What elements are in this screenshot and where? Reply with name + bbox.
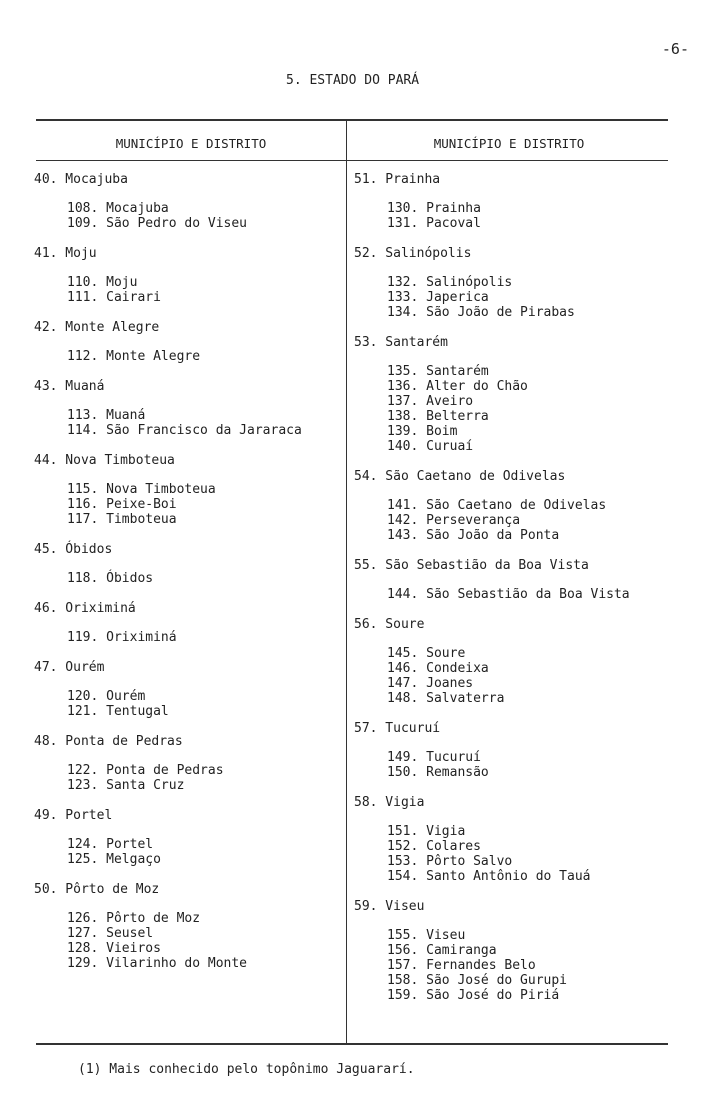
header-bottom-rule-left	[36, 160, 346, 161]
distrito-item: 131. Pacoval	[387, 216, 481, 231]
municipio-name: 45. Óbidos	[34, 542, 113, 557]
distrito-item: 157. Fernandes Belo	[387, 958, 536, 973]
header-left: MUNICÍPIO E DISTRITO	[115, 136, 267, 151]
table-top-rule	[36, 119, 668, 121]
distrito-item: 158. São José do Gurupi	[387, 973, 568, 988]
distrito-item: 150. Remansão	[387, 765, 489, 780]
distrito-item: 123. Santa Cruz	[67, 778, 185, 793]
municipio-name: 43. Muaná	[34, 379, 105, 394]
distrito-list	[34, 571, 339, 586]
distrito-list	[354, 275, 684, 320]
table-bottom-rule	[36, 1043, 668, 1045]
page-title: 5. ESTADO DO PARÁ	[286, 73, 420, 88]
distrito-list	[34, 689, 339, 719]
distrito-item: 143. São João da Ponta	[387, 528, 560, 543]
distrito-item: 139. Boim	[387, 424, 458, 439]
municipio-name: 50. Pôrto de Moz	[34, 882, 160, 897]
distrito-item: 128. Vieiros	[67, 941, 161, 956]
municipio-name: 56. Soure	[354, 617, 425, 632]
distrito-item: 115. Nova Timboteua	[67, 482, 216, 497]
municipio-group	[34, 172, 339, 231]
distrito-list	[34, 911, 339, 971]
distrito-list	[34, 763, 339, 793]
distrito-item: 122. Ponta de Pedras	[67, 763, 224, 778]
municipio-group	[34, 379, 339, 438]
municipio-group	[354, 558, 684, 602]
municipio-name: 54. São Caetano de Odivelas	[354, 469, 566, 484]
distrito-list	[354, 364, 684, 454]
distrito-item: 147. Joanes	[387, 676, 474, 691]
distrito-item: 159. São José do Piriá	[387, 988, 560, 1003]
municipio-name: 49. Portel	[34, 808, 113, 823]
municipio-group	[34, 453, 339, 527]
distrito-list	[354, 201, 684, 231]
municipio-name: 59. Viseu	[354, 899, 425, 914]
distrito-item: 134. São João de Pirabas	[387, 305, 575, 320]
distrito-item: 152. Colares	[387, 839, 481, 854]
distrito-item: 129. Vilarinho do Monte	[67, 956, 248, 971]
municipio-name: 44. Nova Timboteua	[34, 453, 175, 468]
distrito-item: 111. Cairari	[67, 290, 161, 305]
distrito-list	[354, 646, 684, 706]
distrito-item: 110. Moju	[67, 275, 138, 290]
municipio-group	[354, 246, 684, 320]
distrito-list	[34, 349, 339, 364]
municipio-group	[354, 795, 684, 884]
distrito-item: 146. Condeixa	[387, 661, 489, 676]
municipio-group	[354, 335, 684, 454]
distrito-item: 126. Pôrto de Moz	[67, 911, 201, 926]
distrito-item: 144. São Sebastião da Boa Vista	[387, 587, 630, 602]
distrito-list	[354, 824, 684, 884]
distrito-item: 141. São Caetano de Odivelas	[387, 498, 607, 513]
municipio-name: 48. Ponta de Pedras	[34, 734, 183, 749]
municipio-name: 57. Tucuruí	[354, 721, 441, 736]
distrito-list	[34, 201, 339, 231]
distrito-list	[354, 928, 684, 1003]
municipio-group	[34, 660, 339, 719]
municipio-name: 41. Moju	[34, 246, 97, 261]
distrito-item: 153. Pôrto Salvo	[387, 854, 513, 869]
municipio-group	[354, 617, 684, 706]
distrito-item: 130. Prainha	[387, 201, 481, 216]
page-number: -6-	[661, 40, 689, 58]
distrito-list	[34, 837, 339, 867]
distrito-item: 121. Tentugal	[67, 704, 169, 719]
distrito-list	[34, 482, 339, 527]
distrito-item: 137. Aveiro	[387, 394, 474, 409]
municipio-group	[34, 601, 339, 645]
municipio-name: 51. Prainha	[354, 172, 441, 187]
municipio-name: 40. Mocajuba	[34, 172, 128, 187]
distrito-item: 136. Alter do Chão	[387, 379, 528, 394]
right-column	[354, 172, 684, 1003]
distrito-item: 135. Santarém	[387, 364, 489, 379]
column-divider	[346, 119, 347, 1044]
left-column	[34, 172, 339, 971]
distrito-list	[354, 587, 684, 602]
distrito-item: 148. Salvaterra	[387, 691, 505, 706]
distrito-item: 118. Óbidos	[67, 571, 154, 586]
distrito-item: 140. Curuaí	[387, 439, 474, 454]
municipio-name: 52. Salinópolis	[354, 246, 472, 261]
distrito-item: 113. Muaná	[67, 408, 146, 423]
municipio-group	[34, 246, 339, 305]
municipio-group	[34, 882, 339, 971]
distrito-item: 151. Vigia	[387, 824, 466, 839]
distrito-list	[34, 275, 339, 305]
municipio-group	[354, 899, 684, 1003]
distrito-item: 116. Peixe-Boi	[67, 497, 177, 512]
distrito-list	[354, 498, 684, 543]
municipio-name: 53. Santarém	[354, 335, 448, 350]
distrito-item: 125. Melgaço	[67, 852, 161, 867]
municipio-name: 58. Vigia	[354, 795, 425, 810]
distrito-item: 132. Salinópolis	[387, 275, 513, 290]
distrito-item: 124. Portel	[67, 837, 154, 852]
distrito-list	[354, 750, 684, 780]
distrito-item: 112. Monte Alegre	[67, 349, 201, 364]
distrito-item: 127. Seusel	[67, 926, 154, 941]
distrito-item: 120. Ourém	[67, 689, 146, 704]
distrito-list	[34, 408, 339, 438]
municipio-group	[354, 469, 684, 543]
distrito-item: 119. Oriximiná	[67, 630, 177, 645]
distrito-item: 114. São Francisco da Jararaca	[67, 423, 302, 438]
distrito-item: 117. Timboteua	[67, 512, 177, 527]
municipio-name: 47. Ourém	[34, 660, 105, 675]
distrito-item: 138. Belterra	[387, 409, 489, 424]
municipio-group	[34, 542, 339, 586]
municipio-group	[34, 320, 339, 364]
distrito-list	[34, 630, 339, 645]
header-bottom-rule-right	[346, 160, 668, 161]
distrito-item: 155. Viseu	[387, 928, 466, 943]
distrito-item: 156. Camiranga	[387, 943, 497, 958]
distrito-item: 145. Soure	[387, 646, 466, 661]
municipio-name: 55. São Sebastião da Boa Vista	[354, 558, 589, 573]
distrito-item: 133. Japerica	[387, 290, 489, 305]
header-right: MUNICÍPIO E DISTRITO	[433, 136, 585, 151]
municipio-group	[354, 172, 684, 231]
footnote: (1) Mais conhecido pelo topônimo Jaguararí.	[78, 1062, 415, 1077]
municipio-group	[34, 734, 339, 793]
municipio-group	[354, 721, 684, 780]
municipio-group	[34, 808, 339, 867]
distrito-item: 149. Tucuruí	[387, 750, 481, 765]
distrito-item: 142. Perseverança	[387, 513, 521, 528]
distrito-item: 154. Santo Antônio do Tauá	[387, 869, 591, 884]
municipio-name: 42. Monte Alegre	[34, 320, 160, 335]
distrito-item: 108. Mocajuba	[67, 201, 169, 216]
distrito-item: 109. São Pedro do Viseu	[67, 216, 248, 231]
municipio-name: 46. Oriximiná	[34, 601, 136, 616]
